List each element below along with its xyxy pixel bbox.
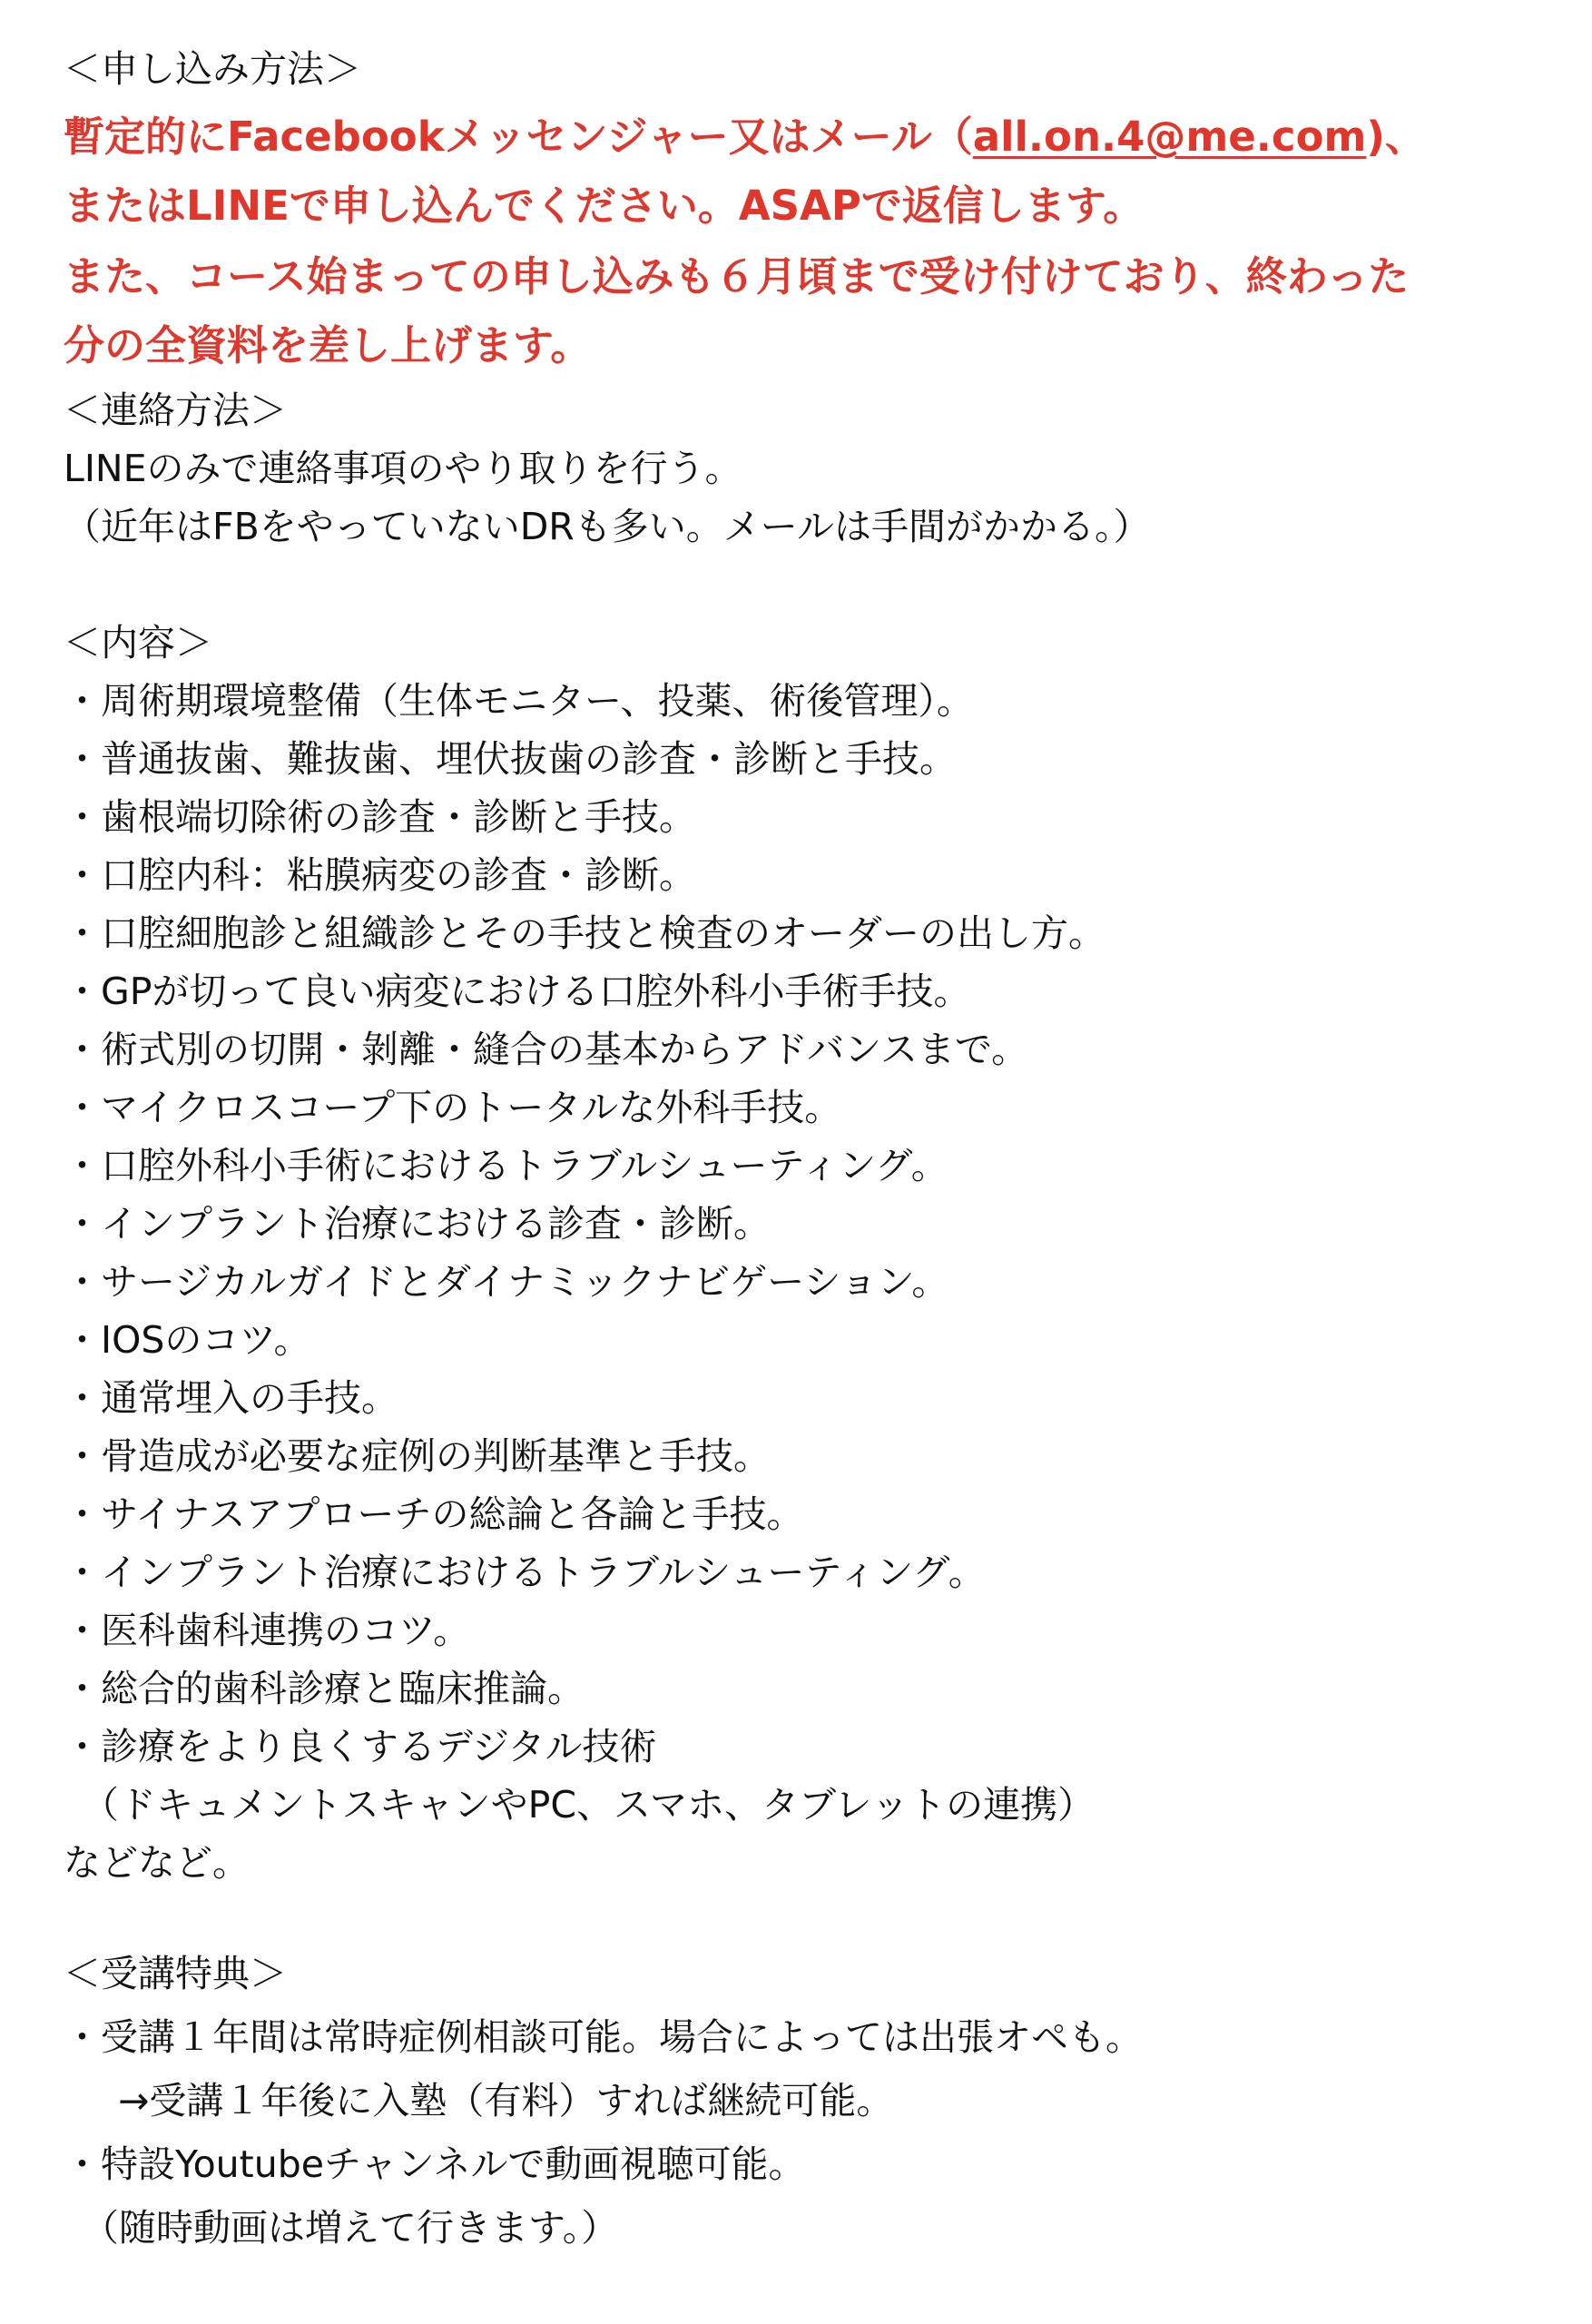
content-item: ・普通抜歯、難抜歯、埋伏抜歯の診査・診断と手技。 [64,737,957,781]
content-item: ・診療をより良くするデジタル技術 [64,1725,657,1768]
apply-line-4: 分の全資料を差し上げます。 [64,321,592,369]
content-item: ・インプラント治療における診査・診断。 [64,1202,771,1246]
apply-line-2: またはLINEで申し込んでください。ASAPで返信します。 [64,182,1145,230]
content-item: ・骨造成が必要な症例の判断基準と手技。 [64,1434,771,1478]
content-item: ・口腔外科小手術におけるトラブルシューティング。 [64,1144,948,1187]
content-item: ・インプラント治療におけるトラブルシューティング。 [64,1551,986,1594]
benefit-item: ・特設Youtubeチャンネルで動画視聴可能。 [64,2142,806,2186]
contact-heading: ＜連絡方法＞ [64,389,287,432]
content-heading: ＜内容＞ [64,621,212,665]
apply-line-3: また、コース始まっての申し込みも６月頃まで受け付けており、終わった [64,252,1410,300]
benefits-heading: ＜受講特典＞ [64,1952,287,1995]
benefit-sub: →受講１年後に入塾（有料）すれば継続可能。 [118,2079,894,2122]
email-link[interactable]: all.on.4@me.com [972,113,1367,161]
content-item: ・歯根端切除術の診査・診断と手技。 [64,795,696,839]
content-item: ・医科歯科連携のコツ。 [64,1609,471,1652]
apply-line-1-text: 暫定的にFacebookメッセンジャー又はメール（ [64,113,973,161]
content-item: ・総合的歯科診療と臨床推論。 [64,1667,585,1710]
content-item: ・口腔細胞診と組織診とその手技と検査のオーダーの出し方。 [64,911,1106,955]
benefit-item: ・受講１年間は常時症例相談可能。場合によっては出張オペも。 [64,2015,1143,2059]
content-item: ・サイナスアプローチの総論と各論と手技。 [64,1492,804,1536]
content-item: ・術式別の切開・剝離・縫合の基本からアドバンスまで。 [64,1028,1029,1071]
apply-heading: ＜申し込み方法＞ [64,47,361,91]
content-item: ・周術期環境整備（生体モニター、投薬、術後管理）。 [64,679,974,723]
content-item: ・マイクロスコープ下のトータルな外科手技。 [64,1086,842,1129]
content-closing: などなど。 [64,1841,250,1885]
contact-line-2: （近年はFBをやっていないDRも多い。メールは手間がかかる。） [64,505,1151,548]
content-item: ・通常埋入の手技。 [64,1376,398,1420]
content-item: ・IOSのコツ。 [64,1318,311,1362]
content-item-sub: （ドキュメントスキャンやPC、スマホ、タブレットの連携） [82,1783,1096,1827]
content-item: ・口腔内科：粘膜病変の診査・診断。 [64,853,696,897]
apply-line-1 [64,113,1426,161]
content-item: ・サージカルガイドとダイナミックナビゲーション。 [64,1260,949,1304]
content-item: ・GPが切って良い病変における口腔外科小手術手技。 [64,970,971,1013]
apply-line-1-suffix: )、 [1366,113,1426,161]
benefit-sub: （随時動画は増えて行きます。） [82,2206,619,2250]
contact-line-1: LINEのみで連絡事項のやり取りを行う。 [64,447,742,490]
